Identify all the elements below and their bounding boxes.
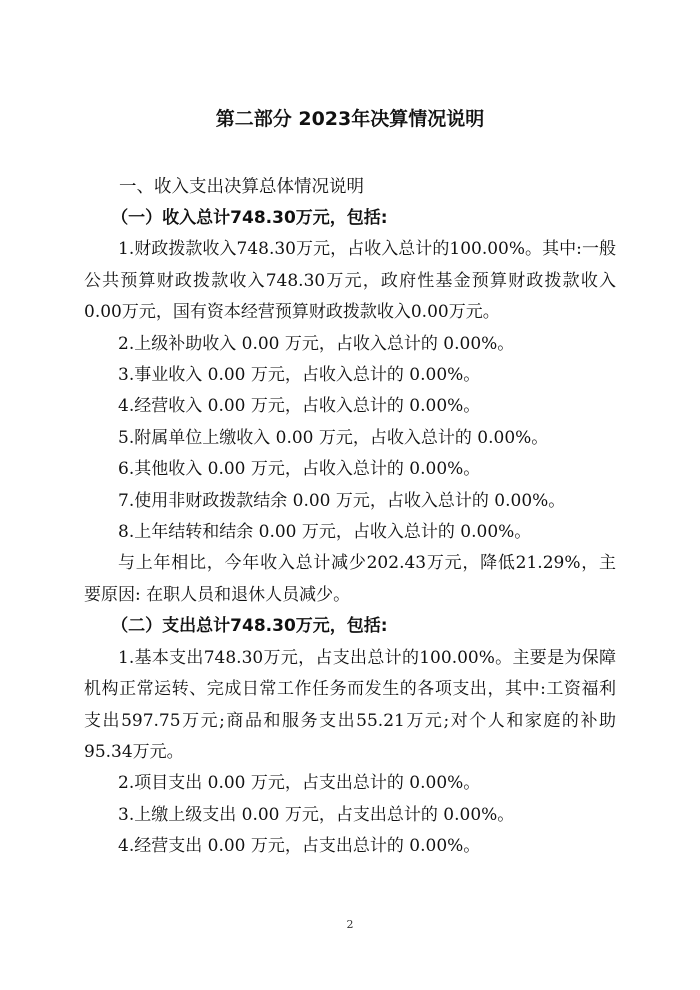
- subsection-heading-expenditure: （二）支出总计748.30万元，包括:: [111, 616, 388, 637]
- section-heading: 一、收入支出决算总体情况说明: [119, 177, 364, 197]
- page-title: 第二部分 2023年决算情况说明: [215, 108, 485, 130]
- paragraph-business-income: 3.事业收入 0.00 万元，占收入总计的 0.00%。: [118, 365, 481, 386]
- paragraph-basic-expenditure: 1.基本支出748.30万元，占支出总计的100.00%。主要是为保障机构正常运转、完成日常工作任务而发生的各项支出，其中:工资福利支出597.75万元;商品和服务支出55.21万元;对个人和家庭的补助95.34万元。: [84, 647, 616, 762]
- page-number: 2: [346, 918, 354, 931]
- paragraph-affiliated-income: 5.附属单位上缴收入 0.00 万元，占收入总计的 0.00%。: [118, 427, 549, 448]
- paragraph-fiscal-income: 1.财政拨款收入748.30万元，占收入总计的100.00%。其中:一般公共预算财政拨款收入748.30万元，政府性基金预算财政拨款收入0.00万元，国有资本经营预算财政拨款收入0.00万元。: [84, 239, 616, 323]
- paragraph-year-comparison: 与上年相比，今年收入总计减少202.43万元，降低21.29%，主要原因: 在职人员和退休人员减少。: [84, 553, 616, 605]
- document-body: [84, 171, 616, 863]
- subsection-heading-income: （一）收入总计748.30万元，包括:: [111, 208, 388, 228]
- paragraph-project-expenditure: 2.项目支出 0.00 万元，占支出总计的 0.00%。: [118, 773, 481, 794]
- paragraph-other-income: 6.其他收入 0.00 万元，占收入总计的 0.00%。: [118, 459, 481, 480]
- paragraph-superior-subsidy: 2.上级补助收入 0.00 万元，占收入总计的 0.00%。: [118, 333, 515, 354]
- paragraph-superior-remit: 3.上缴上级支出 0.00 万元，占支出总计的 0.00%。: [118, 804, 515, 825]
- paragraph-carryover: 8.上年结转和结余 0.00 万元，占收入总计的 0.00%。: [118, 522, 532, 543]
- paragraph-operating-expenditure: 4.经营支出 0.00 万元，占支出总计的 0.00%。: [118, 836, 481, 857]
- paragraph-non-fiscal-balance: 7.使用非财政拨款结余 0.00 万元，占收入总计的 0.00%。: [118, 490, 566, 511]
- paragraph-operating-income: 4.经营收入 0.00 万元，占收入总计的 0.00%。: [118, 396, 481, 417]
